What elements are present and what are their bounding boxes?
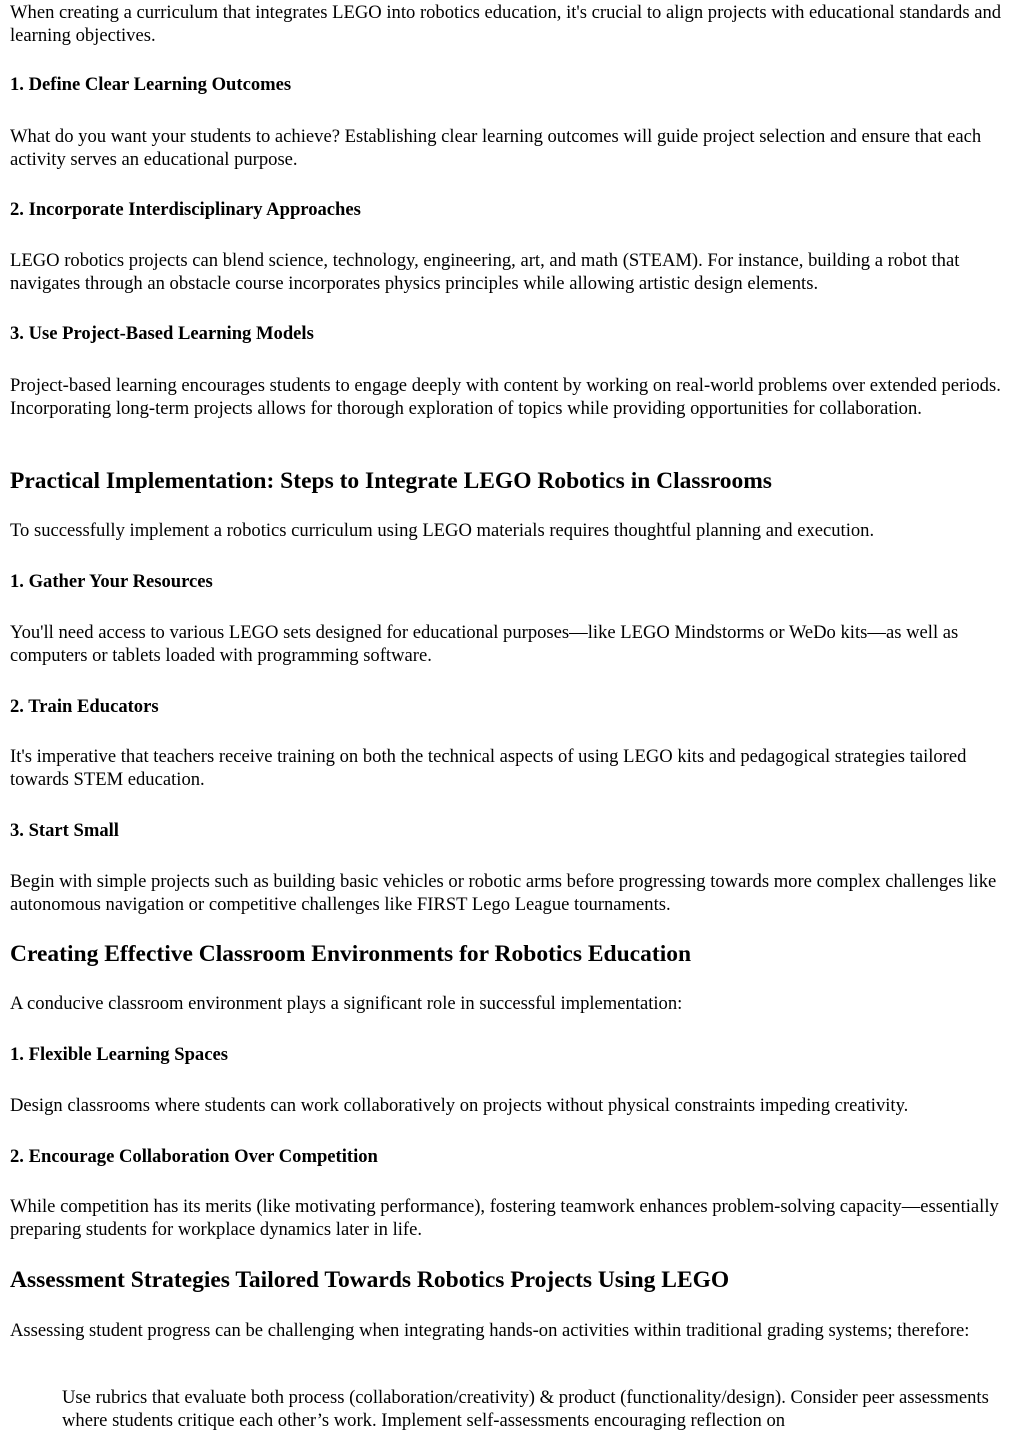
curriculum-heading-1: 1. Define Clear Learning Outcomes: [10, 74, 292, 95]
curriculum-paragraph-3: Project-based learning encourages students to engage deeply with content by working on real-world problems over extended periods. Incorporating long-term projects allows for thorough exploration of topics while providing opportunities for collaboration.: [10, 375, 1001, 419]
step-heading-3: 3. Start Small: [10, 820, 119, 841]
assessment-intro: Assessing student progress can be challenging when integrating hands-on activities within traditional grading systems; therefore:: [10, 1320, 970, 1341]
step-paragraph-2: It's imperative that teachers receive training on both the technical aspects of using LEGO kits and pedagogical strategies tailored towards STEM education.: [10, 746, 967, 790]
environment-paragraph-1: Design classrooms where students can work collaboratively on projects without physical constraints impeding creativity.: [10, 1095, 909, 1116]
section-title-assessment: Assessment Strategies Tailored Towards Robotics Projects Using LEGO: [10, 1267, 730, 1293]
environment-heading-1: 1. Flexible Learning Spaces: [10, 1044, 228, 1065]
step-paragraph-3: Begin with simple projects such as building basic vehicles or robotic arms before progressing towards more complex challenges like autonomous navigation or competitive challenges like FIRST Lego League tournaments.: [10, 871, 997, 915]
environment-paragraph-2: While competition has its merits (like motivating performance), fostering teamwork enhances problem-solving capacity—essentially preparing students for workplace dynamics later in life.: [10, 1196, 999, 1240]
curriculum-paragraph-2: LEGO robotics projects can blend science, technology, engineering, art, and math (STEAM). For instance, building a robot that navigates through an obstacle course incorporates physics principles while allowing artistic design elements.: [10, 250, 960, 294]
step-heading-2: 2. Train Educators: [10, 696, 159, 717]
curriculum-paragraph-1: What do you want your students to achieve? Establishing clear learning outcomes will guide project selection and ensure that each activity serves an educational purpose.: [10, 126, 982, 170]
environment-heading-2: 2. Encourage Collaboration Over Competition: [10, 1146, 378, 1167]
curriculum-heading-2: 2. Incorporate Interdisciplinary Approaches: [10, 199, 361, 220]
environment-intro: A conducive classroom environment plays a significant role in successful implementation:: [10, 993, 683, 1014]
step-heading-1: 1. Gather Your Resources: [10, 571, 213, 592]
assessment-quote: Use rubrics that evaluate both process (collaboration/creativity) & product (functionality/design). Consider peer assessments where students critique each other’s work. Implement self-assessments encouraging reflection on: [62, 1387, 989, 1431]
section-title-implementation: Practical Implementation: Steps to Integrate LEGO Robotics in Classrooms: [10, 468, 772, 494]
section-title-environment: Creating Effective Classroom Environments for Robotics Education: [10, 941, 692, 967]
curriculum-heading-3: 3. Use Project-Based Learning Models: [10, 323, 314, 344]
step-paragraph-1: You'll need access to various LEGO sets designed for educational purposes—like LEGO Mindstorms or WeDo kits—as well as computers or tablets loaded with programming software.: [10, 622, 959, 666]
implementation-intro: To successfully implement a robotics curriculum using LEGO materials requires thoughtful planning and execution.: [10, 520, 875, 541]
intro-paragraph: When creating a curriculum that integrates LEGO into robotics education, it's crucial to align projects with educational standards and learning objectives.: [10, 2, 1002, 46]
